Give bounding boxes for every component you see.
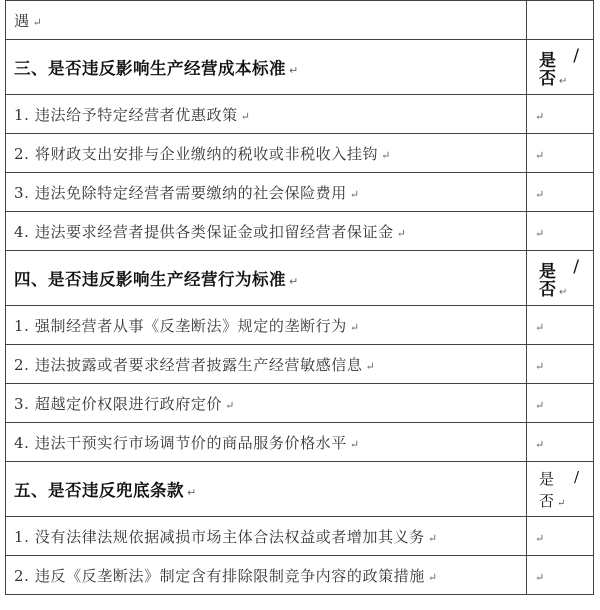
criterion-text: 1. 强制经营者从事《反垄断法》规定的垄断行为 ↵ — [6, 306, 527, 345]
table-row — [6, 556, 594, 595]
yes-no-header: 是 / 否 ↵ — [527, 40, 594, 95]
answer-cell[interactable]: ↵ — [527, 384, 594, 423]
answer-cell — [527, 1, 594, 40]
answer-cell[interactable]: ↵ — [527, 134, 594, 173]
criterion-text: 3. 违法免除特定经营者需要缴纳的社会保险费用 ↵ — [6, 173, 527, 212]
criterion-text: 2. 违反《反垄断法》制定含有排除限制竞争内容的政策措施 ↵ — [6, 556, 527, 595]
row-text: 遇 ↵ — [6, 1, 527, 40]
table-row — [6, 1, 594, 40]
table-row — [6, 384, 594, 423]
criterion-text: 4. 违法干预实行市场调节价的商品服务价格水平 ↵ — [6, 423, 527, 462]
table-row — [6, 173, 594, 212]
answer-cell[interactable]: ↵ — [527, 423, 594, 462]
table-row — [6, 306, 594, 345]
answer-cell[interactable]: ↵ — [527, 173, 594, 212]
answer-cell[interactable]: ↵ — [527, 517, 594, 556]
criterion-text: 1. 没有法律法规依据减损市场主体合法权益或者增加其义务 ↵ — [6, 517, 527, 556]
criterion-text: 4. 违法要求经营者提供各类保证金或扣留经营者保证金 ↵ — [6, 212, 527, 251]
table-row — [6, 134, 594, 173]
yes-no-header: 是 / 否 ↵ — [527, 462, 594, 517]
answer-cell[interactable]: ↵ — [527, 556, 594, 595]
answer-cell[interactable]: ↵ — [527, 345, 594, 384]
table-row — [6, 212, 594, 251]
table-row — [6, 517, 594, 556]
section-title: 五、是否违反兜底条款 ↵ — [6, 462, 527, 517]
criterion-text: 2. 将财政支出安排与企业缴纳的税收或非税收入挂钩 ↵ — [6, 134, 527, 173]
answer-cell[interactable]: ↵ — [527, 306, 594, 345]
answer-cell[interactable]: ↵ — [527, 212, 594, 251]
table-row — [6, 423, 594, 462]
review-checklist-table — [5, 0, 594, 595]
answer-cell[interactable]: ↵ — [527, 95, 594, 134]
table-row — [6, 95, 594, 134]
section-header-row — [6, 40, 594, 95]
criterion-text: 2. 违法披露或者要求经营者披露生产经营敏感信息 ↵ — [6, 345, 527, 384]
section-header-row — [6, 462, 594, 517]
yes-no-header: 是 / 否 ↵ — [527, 251, 594, 306]
section-title: 三、是否违反影响生产经营成本标准 ↵ — [6, 40, 527, 95]
section-header-row — [6, 251, 594, 306]
criterion-text: 1. 违法给予特定经营者优惠政策 ↵ — [6, 95, 527, 134]
criterion-text: 3. 超越定价权限进行政府定价 ↵ — [6, 384, 527, 423]
section-title: 四、是否违反影响生产经营行为标准 ↵ — [6, 251, 527, 306]
table-row — [6, 345, 594, 384]
